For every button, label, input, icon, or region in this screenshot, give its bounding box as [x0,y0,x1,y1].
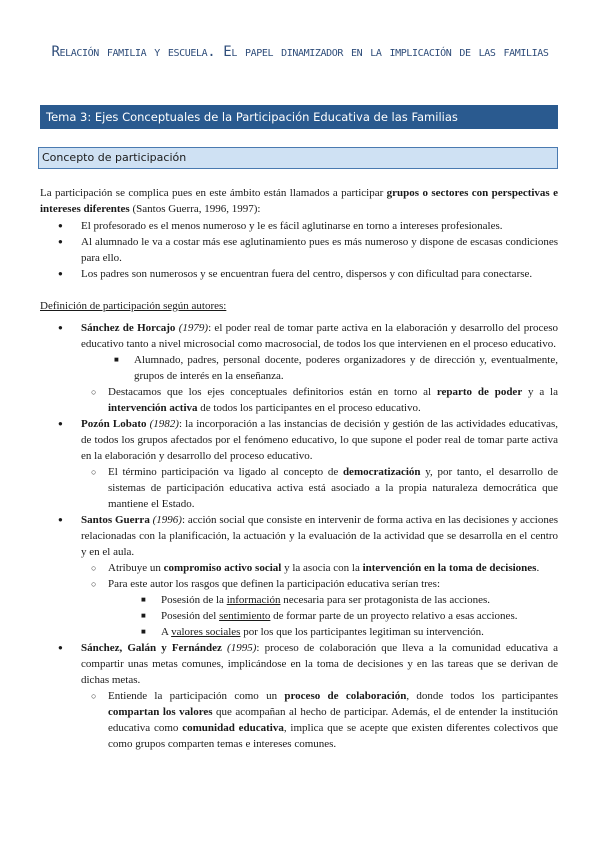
list-item: ● Los padres son numerosos y se encuentran fuera del centro, dispersos y con dificultad para conectarse. [40,266,558,282]
author-definition: ● Santos Guerra (1996): acción social que consiste en intervenir de forma activa en las decisiones y acciones relacionadas con la planificación, la actuación y la evaluación de la actividad que se desarrolla en el centro y en el aula. ○ Atribuye un compromiso activo social y la asocia con la intervención en la toma de decisiones. ○ Para este autor los rasgos que definen la participación educativa serían tres: ■ Posesión de la información necesaria para ser protagonista de las acciones. ■ Posesión del sentimiento de formar parte de un proyecto relativo a esas acciones. ■ A valores sociales por los que los participantes legitiman su intervención. [40,512,558,640]
list-item: ■ A valores sociales por los que los participantes legitiman su intervención. [141,624,558,640]
list-item: ○ Atribuye un compromiso activo social y la asocia con la intervención en la toma de decisiones. [79,560,558,576]
author-year: (1982) [146,418,179,430]
sublist [81,384,558,416]
intro-paragraph: La participación se complica pues en este ámbito están llamados a participar grupos o sectores con perspectivas e intereses diferentes (Santos Guerra, 1996, 1997): [40,187,558,215]
list-item: ● El profesorado es el menos numeroso y le es fácil aglutinarse en torno a intereses profesionales. [40,218,558,234]
author-definition: ● Sánchez, Galán y Fernández (1995): proceso de colaboración que lleva a la comunidad educativa a compartir unas metas comunes, implicándose en la toma de decisiones y en las tareas que se derivan de dichas metas. ○ Entiende la participación como un proceso de colaboración, donde todos los participantes compartan los valores que acompañan al hecho de participar. Además, el de entender la institución educativa como comunidad educativa, implica que se acepte que existen diferentes colectivos que como grupos comparten temas e intereses comunes. [40,640,558,752]
author-year: (1996) [149,514,182,526]
author-year: (1979) [175,322,209,334]
sublist [108,592,558,640]
list-item: ○ Entiende la participación como un proceso de colaboración, donde todos los participantes compartan los valores que acompañan al hecho de participar. Además, el de entender la institución educativa como comunidad educativa, implica que se acepte que existen diferentes colectivos que como grupos comparten temas e intereses comunes. [79,688,558,752]
intro-list [40,218,558,282]
intro-emphasis: grupos o sectores con perspectivas e intereses diferentes [40,187,558,215]
sublist [81,688,558,752]
author-definition: ● Pozón Lobato (1982): la incorporación a las instancias de decisión y gestión de las actividades educativas, de todos los grupos afectados por el fenómeno educativo, lo que supone el poder real de tomar parte activa en la elaboración y desarrollo del proceso educativo. ○ El término participación va ligado al concepto de democratización y, por tanto, el desarrollo de sistemas de participación educativa activa está asociado a la propia naturaleza democrática que mantiene el Estado. [40,416,558,512]
list-item: ○ Destacamos que los ejes conceptuales definitorios están en torno al reparto de poder y a la intervención activa de todos los participantes en el proceso educativo. [79,384,558,416]
author-definition: ● Sánchez de Horcajo (1979): el poder real de tomar parte activa en la elaboración y desarrollo del proceso educativo tanto a nivel microsocial como macrosocial, de todos los que intervienen en el proceso educativo. ■ Alumnado, padres, personal docente, poderes organizadores y de dirección y, eventualmente, grupos de interés en la enseñanza. ○ Destacamos que los ejes conceptuales definitorios están en torno al reparto de poder y a la intervención activa de todos los participantes en el proceso educativo. [40,320,558,416]
sublist [81,352,558,384]
list-item: ○ Para este autor los rasgos que definen la participación educativa serían tres: ■ Posesión de la información necesaria para ser protagonista de las acciones. ■ Posesión del sentimiento de formar parte de un proyecto relativo a esas acciones. ■ A valores sociales por los que los participantes legitiman su intervención. [79,576,558,640]
list-item: ■ Alumnado, padres, personal docente, poderes organizadores y de dirección y, eventualmente, grupos de interés en la enseñanza. [114,352,558,384]
author-name: Sánchez de Horcajo [81,322,176,334]
list-item: ■ Posesión del sentimiento de formar parte de un proyecto relativo a esas acciones. [141,608,558,624]
definitions-heading: Definición de participación según autores: [40,300,227,312]
author-name: Santos Guerra [81,514,150,526]
list-item: ● Al alumnado le va a costar más ese aglutinamiento pues es más numeroso y dispone de escasas condiciones para ello. [40,234,558,266]
topic-banner: Tema 3: Ejes Conceptuales de la Participación Educativa de las Familias [40,105,558,129]
sublist [81,464,558,512]
list-item: ■ Posesión de la información necesaria para ser protagonista de las acciones. [141,592,558,608]
author-year: (1995) [221,642,257,654]
list-item: ○ El término participación va ligado al concepto de democratización y, por tanto, el desarrollo de sistemas de participación educativa activa está asociado a la propia naturaleza democrática que mantiene el Estado. [79,464,558,512]
document-title: Relación familia y escuela. El papel dinamizador en la implicación de las familias [51,44,549,60]
sublist [81,560,558,640]
section-heading: Concepto de participación [38,147,558,169]
document-body [40,185,558,752]
author-name: Pozón Lobato [81,418,147,430]
author-name: Sánchez, Galán y Fernández [81,642,222,654]
author-list [40,320,558,752]
